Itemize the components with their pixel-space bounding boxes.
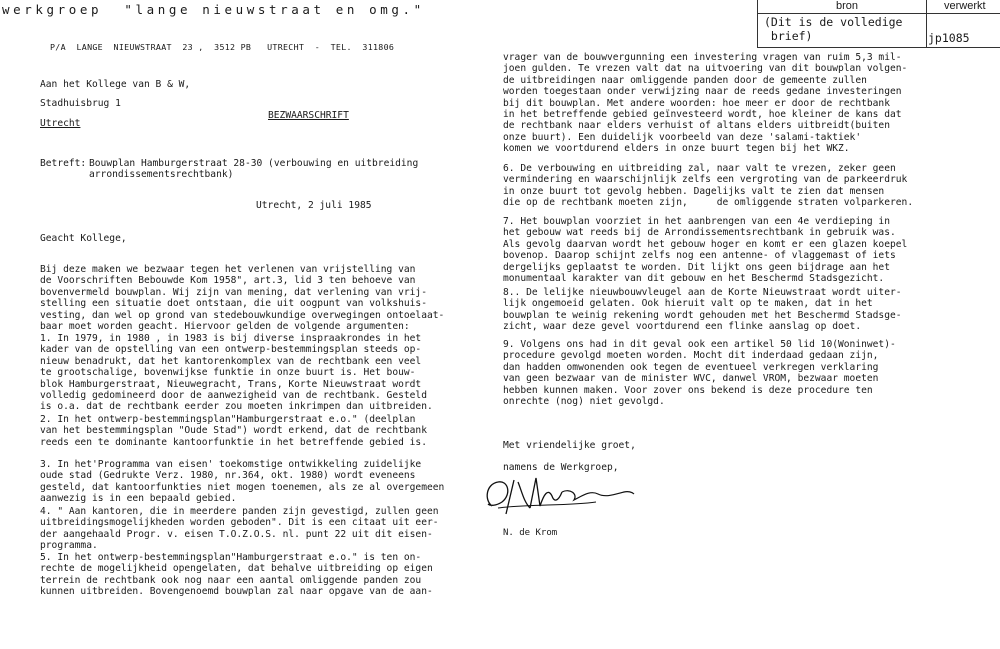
intro-paragraph: Bij deze maken we bezwaar tegen het verlenen van vrijstelling van de Voorschriften Bebouwde Kom 1958", art.3, lid 3 ten behoeve van bovenvermeld bouwplan. Wij zijn van mening, dat verlening van vrij- stelling een situatie doet ontstaan, die uit oogpunt van volkshuis- vesting, dan wel op grond van stedebouwkundige overwegingen ontoelaat- baar moet worden geacht. Hiervoor gelden de volgende argumenten: — [40, 264, 445, 332]
subject-line-2: arrondissementsrechtbank) — [89, 169, 234, 180]
letterhead-address: P/A LANGE NIEUWSTRAAT 23 , 3512 PB UTRECHT - TEL. 311806 — [50, 42, 395, 52]
archive-stamp — [757, 0, 1000, 48]
handwritten-signature — [478, 468, 638, 523]
point-7: 7. Het bouwplan voorziet in het aanbrengen van een 4e verdieping in het gebouw wat reeds bij de Arrondissementsrechtbank in gebruik was. Als gevolg daarvan wordt het gebouw hoger en komt er een glazen koepel bovenop. Daarop schijnt zelfs nog een antenne- of vlaggemast of iets dergelijks geplaatst te worden. Dit lijkt ons geen bijdrage aan het monumentaal karakter van dit gebouw en het Beschermd Stadsgezicht. — [503, 216, 908, 284]
salutation: Geacht Kollege, — [40, 233, 127, 244]
stamp-processed-value: jp1085 — [928, 31, 970, 45]
letterhead-title: werkgroep "lange nieuwstraat en omg." — [2, 2, 425, 17]
stamp-source-header: bron — [836, 0, 859, 12]
recipient-line-2: Stadhuisbrug 1 — [40, 98, 121, 109]
point-3: 3. In het'Programma van eisen' toekomstige ontwikkeling zuidelijke oude stad (Gedrukte Verz. 1980, nr.364, okt. 1980) wordt eveneens gesteld, dat kantoorfunkties niet mogen toenemen, als ze al overgemeen aanwezig is in een bepaald gebied. — [40, 459, 445, 505]
recipient-line-1: Aan het Kollege van B & W, — [40, 79, 191, 90]
document-type: BEZWAARSCHRIFT — [268, 110, 349, 121]
point-4: 4. " Aan kantoren, die in meerdere panden zijn gevestigd, zullen geen uitbreidingsmogelijkheden worden geboden". Dit is een citaat uit eer- der aangehaald Progr. v. eisen T.O.Z.O.S. nl. punt 22 uit dit eisen- programma. — [40, 506, 439, 552]
point-1: 1. In 1979, in 1980 , in 1983 is bij diverse inspraakrondes in het kader van de opstelling van een ontwerp-bestemmingsplan steeds op- nieuw benadrukt, dat het kantorenkomplex van de rechtbank een veel te grootschalige, bovenwijkse funktie in onze buurt is. Het bouw- blok Hamburgerstraat, Nieuwegracht, Trans, Korte Nieuwstraat wordt volledig gedomineerd door de aanwezigheid van de rechtbank. Gesteld is o.a. dat de rechtbank eerder zou moeten inkrimpen dan uitbreiden. — [40, 333, 433, 413]
subject-line-1: Bouwplan Hamburgerstraat 28-30 (verbouwing en uitbreiding — [89, 158, 419, 169]
stamp-source-value: (Dit is de volledige brief) — [764, 15, 903, 43]
point-5: 5. In het ontwerp-bestemmingsplan"Hamburgerstraat e.o." is ten on- rechte de mogelijkheid opengelaten, dat behalve uitbreiding op eigen terrein de rechtbank ook nog naar een aantal omliggende panden zou kunnen uitbreiden. Bovengenoemd bouwplan zal naar opgave van de aan- — [40, 552, 433, 598]
point-2: 2. In het ontwerp-bestemmingsplan"Hamburgerstraat e.o." (deelplan van het bestemmingsplan "Oude Stad") wordt erkend, dat de rechtbank reeds een te dominante kantoorfunktie in het betreffende gebied is. — [40, 414, 427, 448]
signatory-name: N. de Krom — [503, 528, 558, 538]
letter-date: Utrecht, 2 juli 1985 — [256, 200, 372, 211]
closing: Met vriendelijke groet, — [503, 440, 636, 451]
point-6: 6. De verbouwing en uitbreiding zal, naar valt te vrezen, zeker geen vermindering en waarschijnlijk zelfs een vergroting van de parkeerdruk in onze buurt tot gevolg hebben. Dagelijks valt te zien dat mensen die op de rechtbank moeten zijn, de omliggende straten volparkeren. — [503, 163, 914, 209]
subject-label: Betreft: — [40, 158, 87, 169]
on-behalf: namens de Werkgroep, — [503, 462, 619, 473]
point-8: 8.. De lelijke nieuwbouwvleugel aan de Korte Nieuwstraat wordt uiter- lijk ongemoeid gelaten. Ook hieruit valt op te maken, dat in het bouwplan te weinig rekening wordt gehouden met het Beschermd Stadsge- zicht, waar deze gevel voortdurend een flinke aanslag op doet. — [503, 287, 902, 333]
recipient-line-3: Utrecht — [40, 118, 81, 129]
stamp-processed-header: verwerkt — [944, 0, 986, 12]
point-5-continued: vrager van de bouwvergunning een investering vragen van ruim 5,3 mil- joen gulden. Te vrezen valt dat na uitvoering van dit bouwplan volgen- de uitbreidingen naar omliggende panden door de gemeente zullen worden toegestaan onder verwijzing naar de reeds gedane investeringen bij dit bouwplan. Met andere woorden: hoe meer er door de rechtbank in het betreffende gebied geïnvesteerd wordt, hoe kleiner de kans dat de rechtbank naar elders verhuist of altans elders uitbreidt(buiten onze buurt). Een duidelijk voorbeeld van deze 'salami-taktiek' komen we voortdurend elders in onze buurt tegen bij het WKZ. — [503, 52, 908, 155]
point-9: 9. Volgens ons had in dit geval ook een artikel 50 lid 10(Woninwet)- procedure gevolgd moeten worden. Mocht dit inderdaad gedaan zijn, dan hadden omwonenden ook tegen de eventueel verkregen verklaring van geen bezwaar van de minister WVC, danwel VROM, bezwaar moeten hebben kunnen maken. Voor zover ons bekend is deze procedure ten onrechte (nog) niet gevolgd. — [503, 339, 896, 407]
